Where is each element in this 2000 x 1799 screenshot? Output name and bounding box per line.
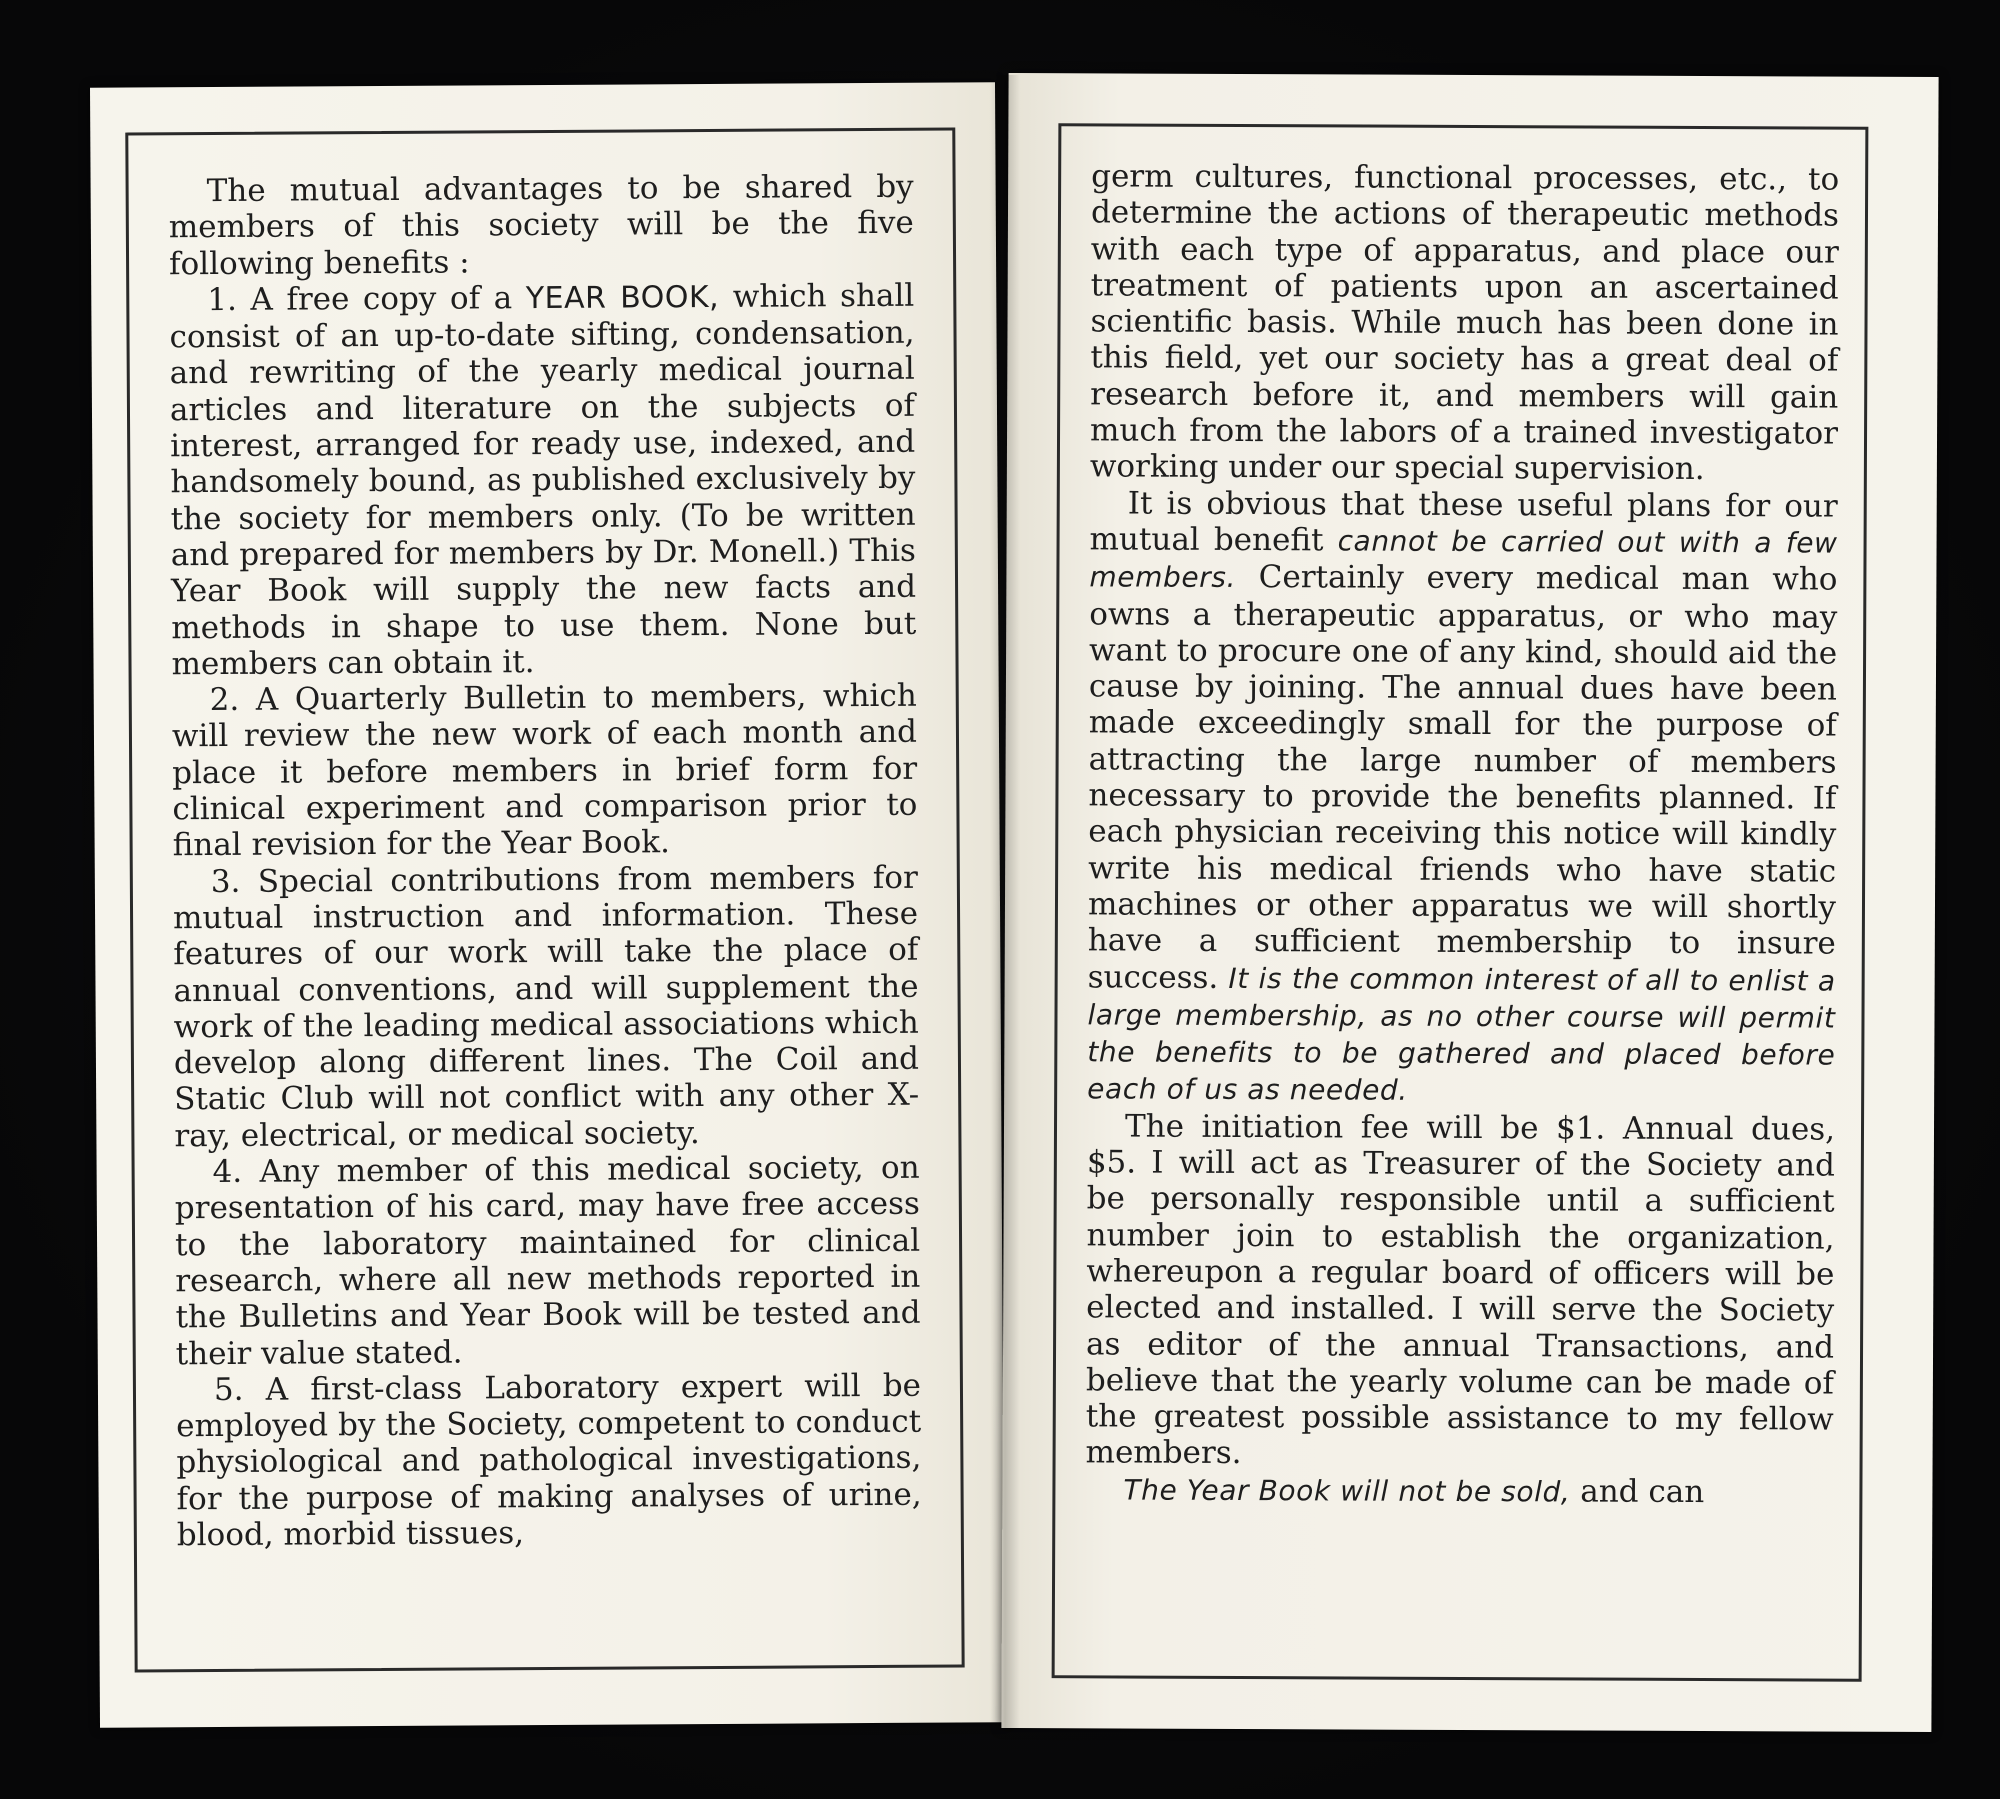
right-page-border (1052, 123, 1869, 1682)
right-page (1001, 73, 1938, 1732)
benefit-item-1-rest: which shall consist of an up-to-date sifting, condensation, and rewriting of the yearly medical journal articles and literature on the subjects of interest, arranged for ready use, indexed, and handsomely bound, as published exclusively by the society for members only. (To be written and prepared for members by Dr. Monell.) This Year Book will supply the new facts and methods in shape to use them. None but members can obtain it. (169, 277, 917, 683)
left-page-border (125, 127, 964, 1672)
year-book-paragraph (1085, 1471, 1833, 1512)
membership-middle: Certainly every medical man who owns a therapeutic apparatus, or who may want to procure one of any kind, should aid the cause by joining. The annual dues have been made exceedingly small for the purpose of attracting the large number of members necessary to provide the benefits planned. If each physician receiving this notice will kindly write his medical friends who have static machines or other apparatus we will shortly have a sufficient membership to insure success. (1087, 559, 1838, 996)
benefit-item-5: 5. A first-class Laboratory expert will be employed by the Society, competent to conduct physiological and pathological investigations, for the purpose of making analyses of urine, blood, morbid tissues, (176, 1367, 922, 1554)
benefit-item-2: 2. A Quarterly Bulletin to members, which will review the new work of each month and place it before members in brief form for clinical experiment and comparison prior to final revision for the Year Book. (171, 677, 918, 864)
spine-shadow (990, 75, 1020, 1730)
membership-paragraph (1087, 485, 1838, 1111)
benefit-item-1-lead: 1. A free copy of a (207, 280, 513, 318)
benefit-item-1 (169, 278, 916, 683)
membership-italic-2: It is the common interest of all to enlist a large membership, as no other course will permit the benefits to be gathered and placed before each of us as needed. (1087, 961, 1836, 1108)
left-page-text (169, 169, 922, 1554)
left-page (90, 82, 1005, 1727)
membership-lead: It is obvious that these useful plans for our mutual benefit (1089, 485, 1838, 559)
continuation-paragraph: germ cultures, functional processes, etc., to determine the actions of therapeutic methods with each type of apparatus, and place our treatment of patients upon an ascertained scientific basis. While much has been done in this field, yet our society has a great deal of research before it, and members will gain much from the labors of a trained investigator working under our special supervision. (1089, 158, 1840, 488)
year-book-rest: and can (1580, 1473, 1705, 1510)
year-book-italic: The Year Book will not be sold, (1123, 1473, 1571, 1509)
benefit-item-3: 3. Special contributions from members for mutual instruction and information. These features of our work will take the place of annual conventions, and will supplement the work of the leading medical associations which develop along different lines. The Coil and Static Club will not conflict with any other X-ray, electrical, or medical society. (172, 859, 920, 1155)
open-booklet (95, 75, 1935, 1730)
intro-paragraph: The mutual advantages to be shared by members of this society will be the five following benefits : (168, 168, 914, 282)
right-page-text (1085, 158, 1839, 1511)
benefit-item-4: 4. Any member of this medical society, on presentation of his card, may have free access to the laboratory maintained for clinical research, where all new methods reported in the Bulletins and Year Book will be tested and their value stated. (174, 1149, 921, 1372)
membership-italic-1: cannot be carried out with a few members. (1089, 524, 1838, 595)
fees-paragraph: The initiation fee will be $1. Annual dues, $5. I will act as Treasurer of the Society and be personally responsible until a sufficient number join to establish the organization, whereupon a regular board of officers will be elected and installed. I will serve the Society as editor of the annual Transactions, and believe that the yearly volume can be made of the greatest possible assistance to my fellow members. (1085, 1108, 1836, 1472)
year-book-caps: YEAR BOOK, (525, 279, 720, 317)
